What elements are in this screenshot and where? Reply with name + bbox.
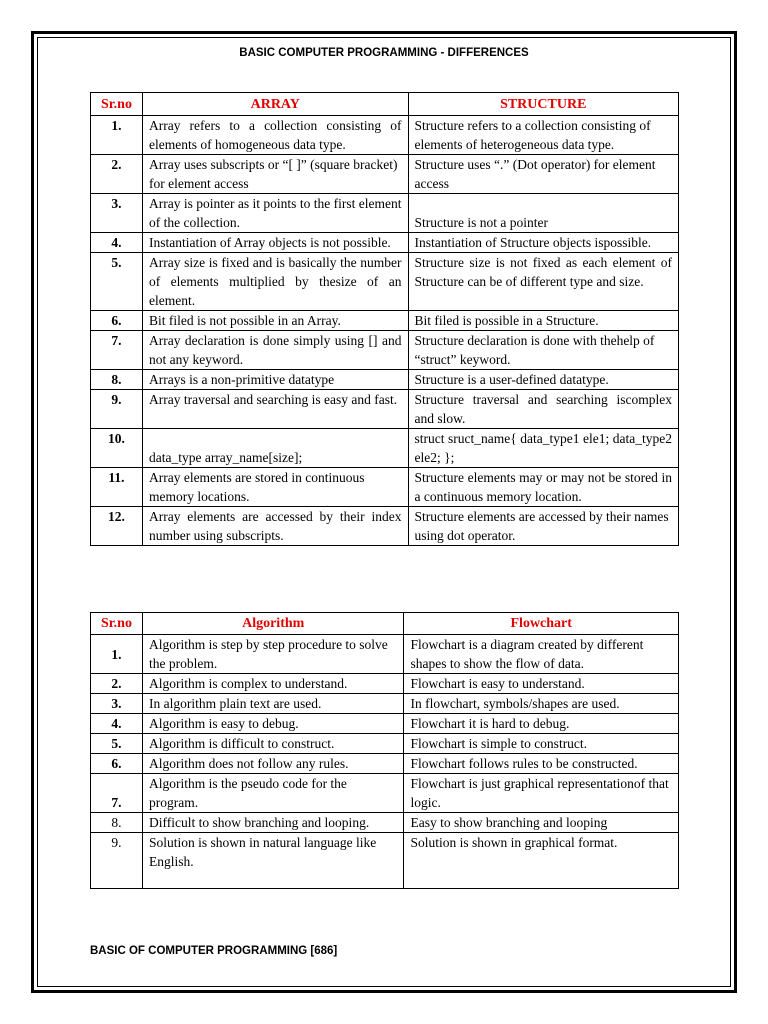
array-cell: Arrays is a non-primitive datatype bbox=[142, 370, 408, 390]
algorithm-cell: Solution is shown in natural language like English. bbox=[142, 833, 403, 889]
algorithm-cell: Algorithm does not follow any rules. bbox=[142, 754, 403, 774]
structure-cell: Structure size is not fixed as each element of Structure can be of different type and size. bbox=[408, 253, 679, 311]
array-cell: Array uses subscripts or “[ ]” (square bracket) for element access bbox=[142, 155, 408, 194]
table-row bbox=[91, 468, 679, 507]
algorithm-cell: Algorithm is easy to debug. bbox=[142, 714, 403, 734]
table-row bbox=[91, 774, 679, 813]
structure-cell: Structure elements may or may not be stored in a continuous memory location. bbox=[408, 468, 679, 507]
array-cell: Array size is fixed and is basically the number of elements multiplied by thesize of an element. bbox=[142, 253, 408, 311]
row-number: 3. bbox=[91, 194, 143, 233]
structure-cell: Structure refers to a collection consisting of elements of heterogeneous data type. bbox=[408, 116, 679, 155]
algorithm-vs-flowchart-table bbox=[90, 612, 679, 889]
row-number: 4. bbox=[91, 233, 143, 253]
row-number: 9. bbox=[91, 833, 143, 889]
row-number: 2. bbox=[91, 674, 143, 694]
row-number: 6. bbox=[91, 311, 143, 331]
array-cell: Array refers to a collection consisting of elements of homogeneous data type. bbox=[142, 116, 408, 155]
table-row bbox=[91, 311, 679, 331]
header-algorithm: Algorithm bbox=[142, 613, 403, 635]
row-number: 8. bbox=[91, 370, 143, 390]
row-number: 2. bbox=[91, 155, 143, 194]
row-number: 5. bbox=[91, 734, 143, 754]
algorithm-cell: Difficult to show branching and looping. bbox=[142, 813, 403, 833]
table-row bbox=[91, 233, 679, 253]
algorithm-cell: Algorithm is step by step procedure to solve the problem. bbox=[142, 635, 403, 674]
row-number: 3. bbox=[91, 694, 143, 714]
table-row bbox=[91, 813, 679, 833]
table-row bbox=[91, 734, 679, 754]
algorithm-cell: In algorithm plain text are used. bbox=[142, 694, 403, 714]
structure-cell: Instantiation of Structure objects ispossible. bbox=[408, 233, 679, 253]
row-number: 7. bbox=[91, 774, 143, 813]
array-cell: Array elements are accessed by their index number using subscripts. bbox=[142, 507, 408, 546]
flowchart-cell: Easy to show branching and looping bbox=[404, 813, 679, 833]
algorithm-cell: Algorithm is the pseudo code for the program. bbox=[142, 774, 403, 813]
table-row bbox=[91, 390, 679, 429]
table-row bbox=[91, 674, 679, 694]
table-row bbox=[91, 194, 679, 233]
table-header-row bbox=[91, 613, 679, 635]
array-vs-structure-table bbox=[90, 92, 679, 546]
header-flowchart: Flowchart bbox=[404, 613, 679, 635]
table-row bbox=[91, 694, 679, 714]
row-number: 4. bbox=[91, 714, 143, 734]
row-number: 12. bbox=[91, 507, 143, 546]
row-number: 5. bbox=[91, 253, 143, 311]
structure-cell: Bit filed is possible in a Structure. bbox=[408, 311, 679, 331]
table-row bbox=[91, 370, 679, 390]
flowchart-cell: Flowchart follows rules to be constructed. bbox=[404, 754, 679, 774]
page-heading: BASIC COMPUTER PROGRAMMING - DIFFERENCES bbox=[239, 47, 529, 59]
array-cell: data_type array_name[size]; bbox=[142, 429, 408, 468]
flowchart-cell: Flowchart is easy to understand. bbox=[404, 674, 679, 694]
table-row bbox=[91, 507, 679, 546]
structure-cell: Structure traversal and searching iscomplex and slow. bbox=[408, 390, 679, 429]
table-header-row bbox=[91, 93, 679, 116]
row-number: 8. bbox=[91, 813, 143, 833]
structure-cell: struct sruct_name{ data_type1 ele1; data_type2 ele2; }; bbox=[408, 429, 679, 468]
row-number: 6. bbox=[91, 754, 143, 774]
array-cell: Array elements are stored in continuous memory locations. bbox=[142, 468, 408, 507]
header-structure: STRUCTURE bbox=[408, 93, 679, 116]
algorithm-cell: Algorithm is complex to understand. bbox=[142, 674, 403, 694]
flowchart-cell: Flowchart is a diagram created by different shapes to show the flow of data. bbox=[404, 635, 679, 674]
structure-cell: Structure is not a pointer bbox=[408, 194, 679, 233]
header-srno: Sr.no bbox=[91, 613, 143, 635]
table-row bbox=[91, 429, 679, 468]
flowchart-cell: Flowchart is just graphical representationof that logic. bbox=[404, 774, 679, 813]
table-row bbox=[91, 635, 679, 674]
table-row bbox=[91, 253, 679, 311]
flowchart-cell: Flowchart it is hard to debug. bbox=[404, 714, 679, 734]
array-cell: Bit filed is not possible in an Array. bbox=[142, 311, 408, 331]
flowchart-cell: Flowchart is simple to construct. bbox=[404, 734, 679, 754]
row-number: 11. bbox=[91, 468, 143, 507]
table-row bbox=[91, 116, 679, 155]
structure-cell: Structure is a user-defined datatype. bbox=[408, 370, 679, 390]
row-number: 10. bbox=[91, 429, 143, 468]
row-number: 1. bbox=[91, 116, 143, 155]
table-row bbox=[91, 155, 679, 194]
header-array: ARRAY bbox=[142, 93, 408, 116]
row-number: 1. bbox=[91, 635, 143, 674]
header-srno: Sr.no bbox=[91, 93, 143, 116]
flowchart-cell: Solution is shown in graphical format. bbox=[404, 833, 679, 889]
structure-cell: Structure elements are accessed by their names using dot operator. bbox=[408, 507, 679, 546]
table-row bbox=[91, 714, 679, 734]
array-cell: Array traversal and searching is easy and fast. bbox=[142, 390, 408, 429]
table-row bbox=[91, 331, 679, 370]
array-cell: Instantiation of Array objects is not possible. bbox=[142, 233, 408, 253]
table-row bbox=[91, 754, 679, 774]
flowchart-cell: In flowchart, symbols/shapes are used. bbox=[404, 694, 679, 714]
array-cell: Array is pointer as it points to the first element of the collection. bbox=[142, 194, 408, 233]
structure-cell: Structure uses “.” (Dot operator) for element access bbox=[408, 155, 679, 194]
row-number: 9. bbox=[91, 390, 143, 429]
row-number: 7. bbox=[91, 331, 143, 370]
algorithm-cell: Algorithm is difficult to construct. bbox=[142, 734, 403, 754]
page-footer: BASIC OF COMPUTER PROGRAMMING [686] bbox=[90, 945, 338, 957]
structure-cell: Structure declaration is done with thehelp of “struct” keyword. bbox=[408, 331, 679, 370]
array-cell: Array declaration is done simply using [] and not any keyword. bbox=[142, 331, 408, 370]
table-row bbox=[91, 833, 679, 889]
